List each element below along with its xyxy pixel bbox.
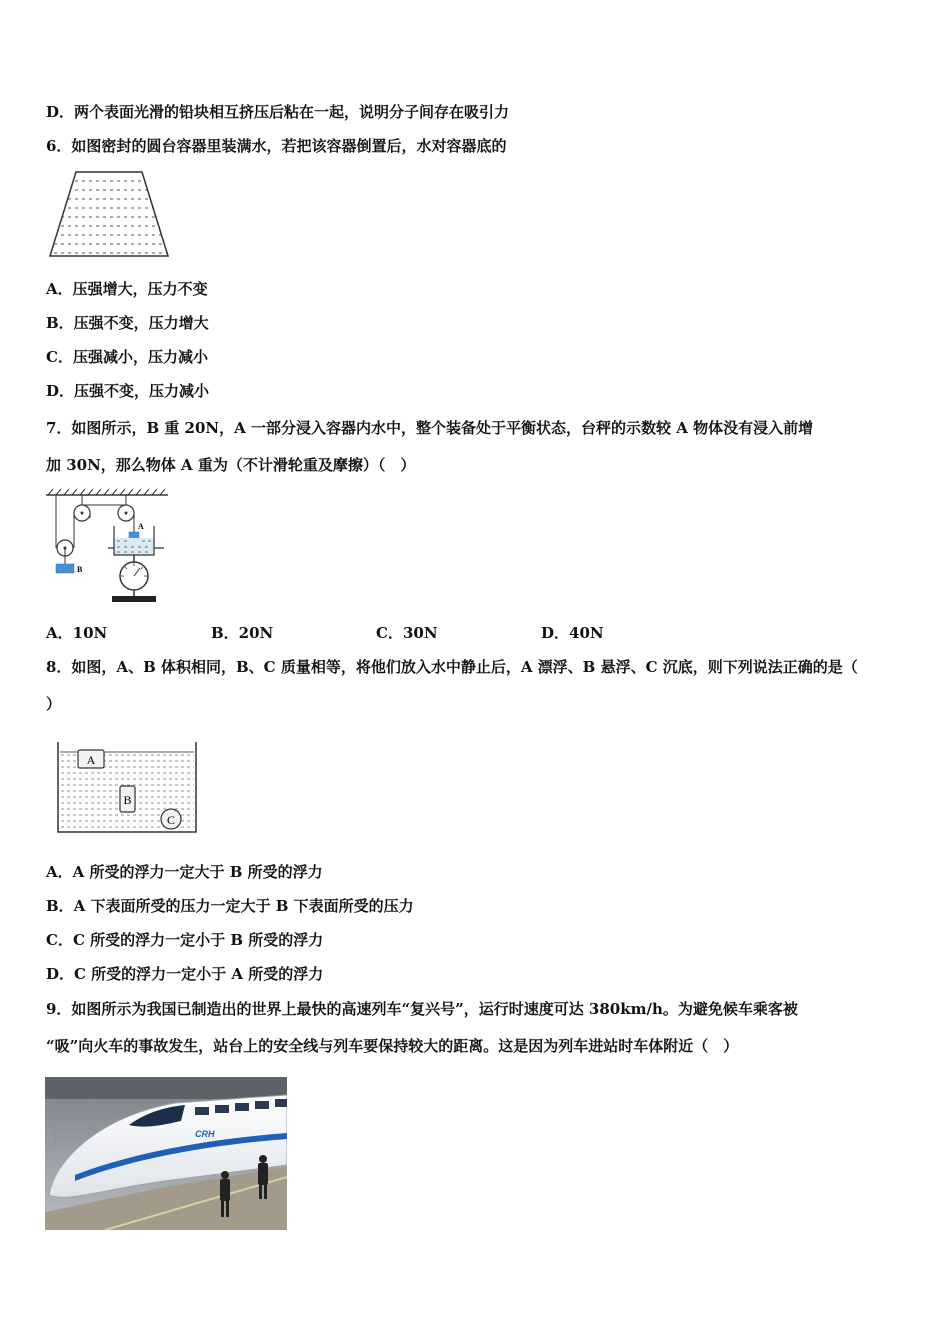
label-b: B xyxy=(123,793,132,807)
q6-option-a: A．压强增大，压力不变 xyxy=(46,280,208,298)
block-b xyxy=(56,564,74,573)
label-c: C xyxy=(166,813,176,827)
q7-option-a: A．10N xyxy=(46,624,108,642)
q8-stem-line1: 8．如图，A、B 体积相同，B、C 质量相等，将他们放入水中静止后，A 漂浮、B 悬浮、C 沉底，则下列说法正确的是（ xyxy=(46,658,858,676)
label-a: A xyxy=(138,522,144,531)
q6-option-c: C．压强减小，压力减小 xyxy=(46,348,208,366)
q8-option-b: B．A 下表面所受的压力一定大于 B 下表面所受的压力 xyxy=(46,897,414,915)
q8-buoyancy-figure xyxy=(54,740,200,836)
q5-option-d: D．两个表面光滑的铅块相互挤压后粘在一起，说明分子间存在吸引力 xyxy=(46,103,510,121)
crh-logo: CRH xyxy=(195,1129,215,1139)
q6-stem: 6．如图密封的圆台容器里装满水，若把该容器倒置后，水对容器底的 xyxy=(46,137,507,155)
q8-option-c: C．C 所受的浮力一定小于 B 所受的浮力 xyxy=(46,931,324,949)
q6-option-d: D．压强不变，压力减小 xyxy=(46,382,210,400)
q8-stem-line2: ） xyxy=(46,695,62,713)
q7-stem-line2: 加 30N，那么物体 A 重为（不计滑轮重及摩擦）（ ） xyxy=(46,456,416,474)
q6-option-b: B．压强不变，压力增大 xyxy=(46,314,209,332)
q6-frustum-figure xyxy=(46,168,172,262)
scale-base xyxy=(112,596,156,602)
q9-train-photo xyxy=(45,1077,287,1230)
q7-option-c: C．30N xyxy=(376,624,438,642)
q7-option-d: D．40N xyxy=(541,624,604,642)
q7-option-b: B．20N xyxy=(211,624,274,642)
q7-pulley-figure xyxy=(46,488,170,606)
q9-stem-line1: 9．如图所示为我国已制造出的世界上最快的高速列车“复兴号”，运行时速度可达 380km/h。为避免候车乘客被 xyxy=(46,1000,798,1018)
q8-option-d: D．C 所受的浮力一定小于 A 所受的浮力 xyxy=(46,965,324,983)
q9-stem-line2: “吸”向火车的事故发生，站台上的安全线与列车要保持较大的距离。这是因为列车进站时车体附近（ ） xyxy=(46,1037,739,1055)
q8-option-a: A．A 所受的浮力一定大于 B 所受的浮力 xyxy=(46,863,323,881)
label-b: B xyxy=(77,565,83,574)
frustum-container xyxy=(50,172,168,256)
label-a: A xyxy=(86,753,96,767)
q7-stem-line1: 7．如图所示，B 重 20N，A 一部分浸入容器内水中，整个装备处于平衡状态，台秤的示数较 A 物体没有浸入前增 xyxy=(46,419,814,437)
